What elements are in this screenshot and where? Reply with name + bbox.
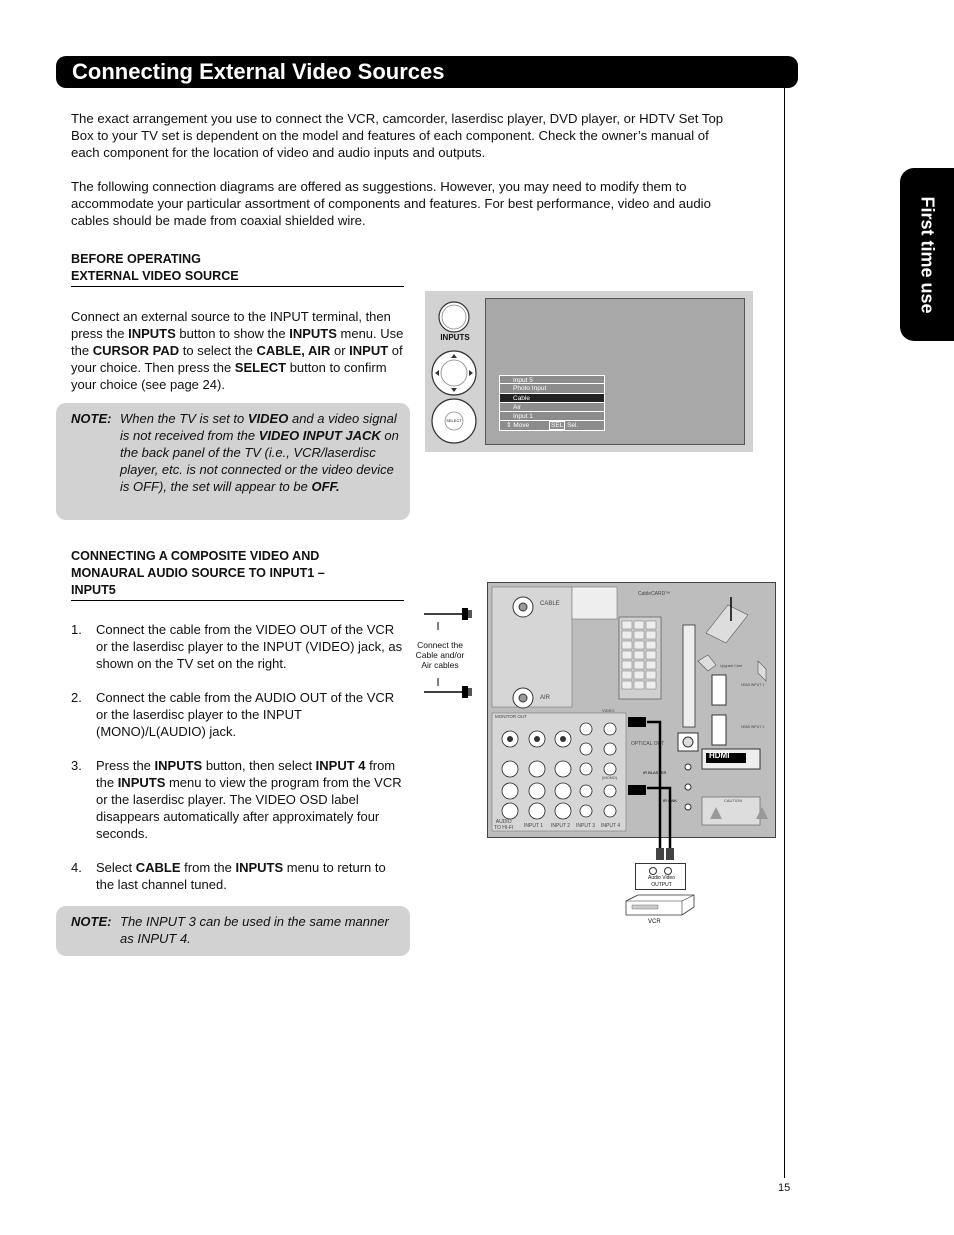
before-operating-heading: BEFORE OPERATING EXTERNAL VIDEO SOURCE bbox=[71, 251, 404, 287]
vcr-jack-labels: Audio Video bbox=[648, 875, 675, 881]
caution-label: CAUTION bbox=[724, 798, 742, 803]
steps-list bbox=[71, 621, 406, 910]
composite-heading: CONNECTING A COMPOSITE VIDEO AND MONAURAL AUDIO SOURCE TO INPUT1 – INPUT5 bbox=[71, 548, 404, 601]
input-2-label: INPUT 2 bbox=[551, 823, 571, 829]
before-operating-text: Connect an external source to the INPUT terminal, then press the INPUTS button to show the INPUTS menu. Use the CURSOR PAD to select the CABLE, AIR or INPUT of your choice. Then press the SELECT button to confirm your choice (see page 24). bbox=[71, 309, 404, 392]
av-cables bbox=[640, 720, 730, 870]
page-number: 15 bbox=[778, 1182, 791, 1194]
vcr-icon bbox=[622, 893, 702, 921]
note-label: NOTE: bbox=[71, 914, 112, 929]
input-1-label: INPUT 1 bbox=[524, 823, 544, 829]
hdmi-input-2-label: HDMI INPUT 2 bbox=[741, 725, 765, 729]
hdmi-logo: HDMI bbox=[709, 751, 730, 760]
intro-paragraph-2: The following connection diagrams are offered as suggestions. However, you may need to modify them to accommodate your particular assortment of components and features. For best performance, video and audio cables should be made from coaxial shielded wire. bbox=[71, 179, 711, 228]
step-3: 3. Press the INPUTS button, then select INPUT 4 from the INPUTS menu to view the program from the VCR or the laserdisc player. The VIDEO OSD label disappears automatically after approximately four seconds. bbox=[71, 758, 402, 841]
remote-buttons bbox=[425, 291, 485, 452]
note-text: The INPUT 3 can be used in the same manner as INPUT 4. bbox=[120, 914, 389, 946]
step-4: 4. Select CABLE from the INPUTS menu to return to the last channel tuned. bbox=[71, 860, 386, 892]
side-tab bbox=[900, 168, 954, 341]
cable-label: CABLE bbox=[540, 601, 560, 607]
mono-jack-label: (MONO) bbox=[602, 775, 618, 780]
vcr-output-box bbox=[635, 863, 686, 890]
cablecard-label: CableCARD™ bbox=[638, 591, 671, 597]
note-label: NOTE: bbox=[71, 411, 112, 426]
menu-item-selected: Cable bbox=[499, 394, 605, 403]
audio-to-hifi-label: AUDIO TO HI-FI bbox=[494, 819, 514, 831]
menu-item: Input 1 bbox=[499, 412, 605, 421]
step-2: 2. Connect the cable from the AUDIO OUT of the VCR or the laserdisc player to the INPUT (MONO)/L(AUDIO) jack. bbox=[71, 690, 395, 739]
vcr-output-label: OUTPUT bbox=[651, 882, 672, 888]
right-margin-rule bbox=[784, 88, 785, 1178]
input-3-label: INPUT 3 bbox=[576, 823, 596, 829]
note-box-1 bbox=[56, 403, 410, 520]
video-jack-label: VIDEO bbox=[602, 708, 615, 713]
monitor-out-label: MONITOR OUT bbox=[495, 714, 527, 719]
inputs-menu bbox=[499, 375, 605, 431]
intro-paragraph-1: The exact arrangement you use to connect the VCR, camcorder, laserdisc player, DVD player, or HDTV Set Top Box to your TV set is dependent on the model and features of each component. Check the owner’s manual of each component for the location of video and audio inputs and outputs. bbox=[71, 111, 724, 160]
updown-icon: ⇕ bbox=[506, 422, 512, 430]
select-button-label: SELECT bbox=[446, 418, 462, 423]
menu-footer: ⇕ Move SEL Sel. bbox=[499, 421, 605, 430]
note-text: When the TV is set to VIDEO and a video signal is not received from the VIDEO INPUT JACK on the back panel of the TV (i.e., VCR/laserdisc player, etc. is not connected or the video device is OFF), the set will appear to be OFF. bbox=[120, 411, 399, 494]
input-4-label: INPUT 4 bbox=[601, 823, 621, 829]
menu-item: Photo Input bbox=[499, 384, 605, 393]
air-label: AIR bbox=[540, 695, 551, 701]
vcr-label: VCR bbox=[648, 919, 661, 925]
ir-link-label: IR LINK bbox=[663, 798, 678, 803]
optical-out-label: OPTICAL OUT bbox=[631, 741, 665, 747]
ir-blaster-label: IR BLASTER bbox=[643, 770, 667, 775]
page-title: Connecting External Video Sources bbox=[56, 56, 798, 88]
connect-caption: Connect the Cable and/or Air cables bbox=[415, 640, 465, 670]
step-1: 1. Connect the cable from the VIDEO OUT of the VCR or the laserdisc player to the INPUT (VIDEO) jack, as shown on the TV set on the right. bbox=[71, 622, 403, 671]
inputs-button-label: INPUTS bbox=[440, 333, 470, 342]
side-tab-label: First time use bbox=[917, 195, 938, 314]
osd-screen bbox=[485, 298, 745, 445]
tv-back-panel bbox=[487, 582, 776, 838]
menu-item: Air bbox=[499, 403, 605, 412]
upgrade-card-label: Upgrade Card bbox=[720, 664, 742, 668]
menu-item: Input 5 bbox=[499, 375, 605, 384]
remote-osd-illustration bbox=[425, 291, 753, 452]
note-box-2 bbox=[56, 906, 410, 956]
hdmi-input-1-label: HDMI INPUT 1 bbox=[741, 683, 765, 687]
